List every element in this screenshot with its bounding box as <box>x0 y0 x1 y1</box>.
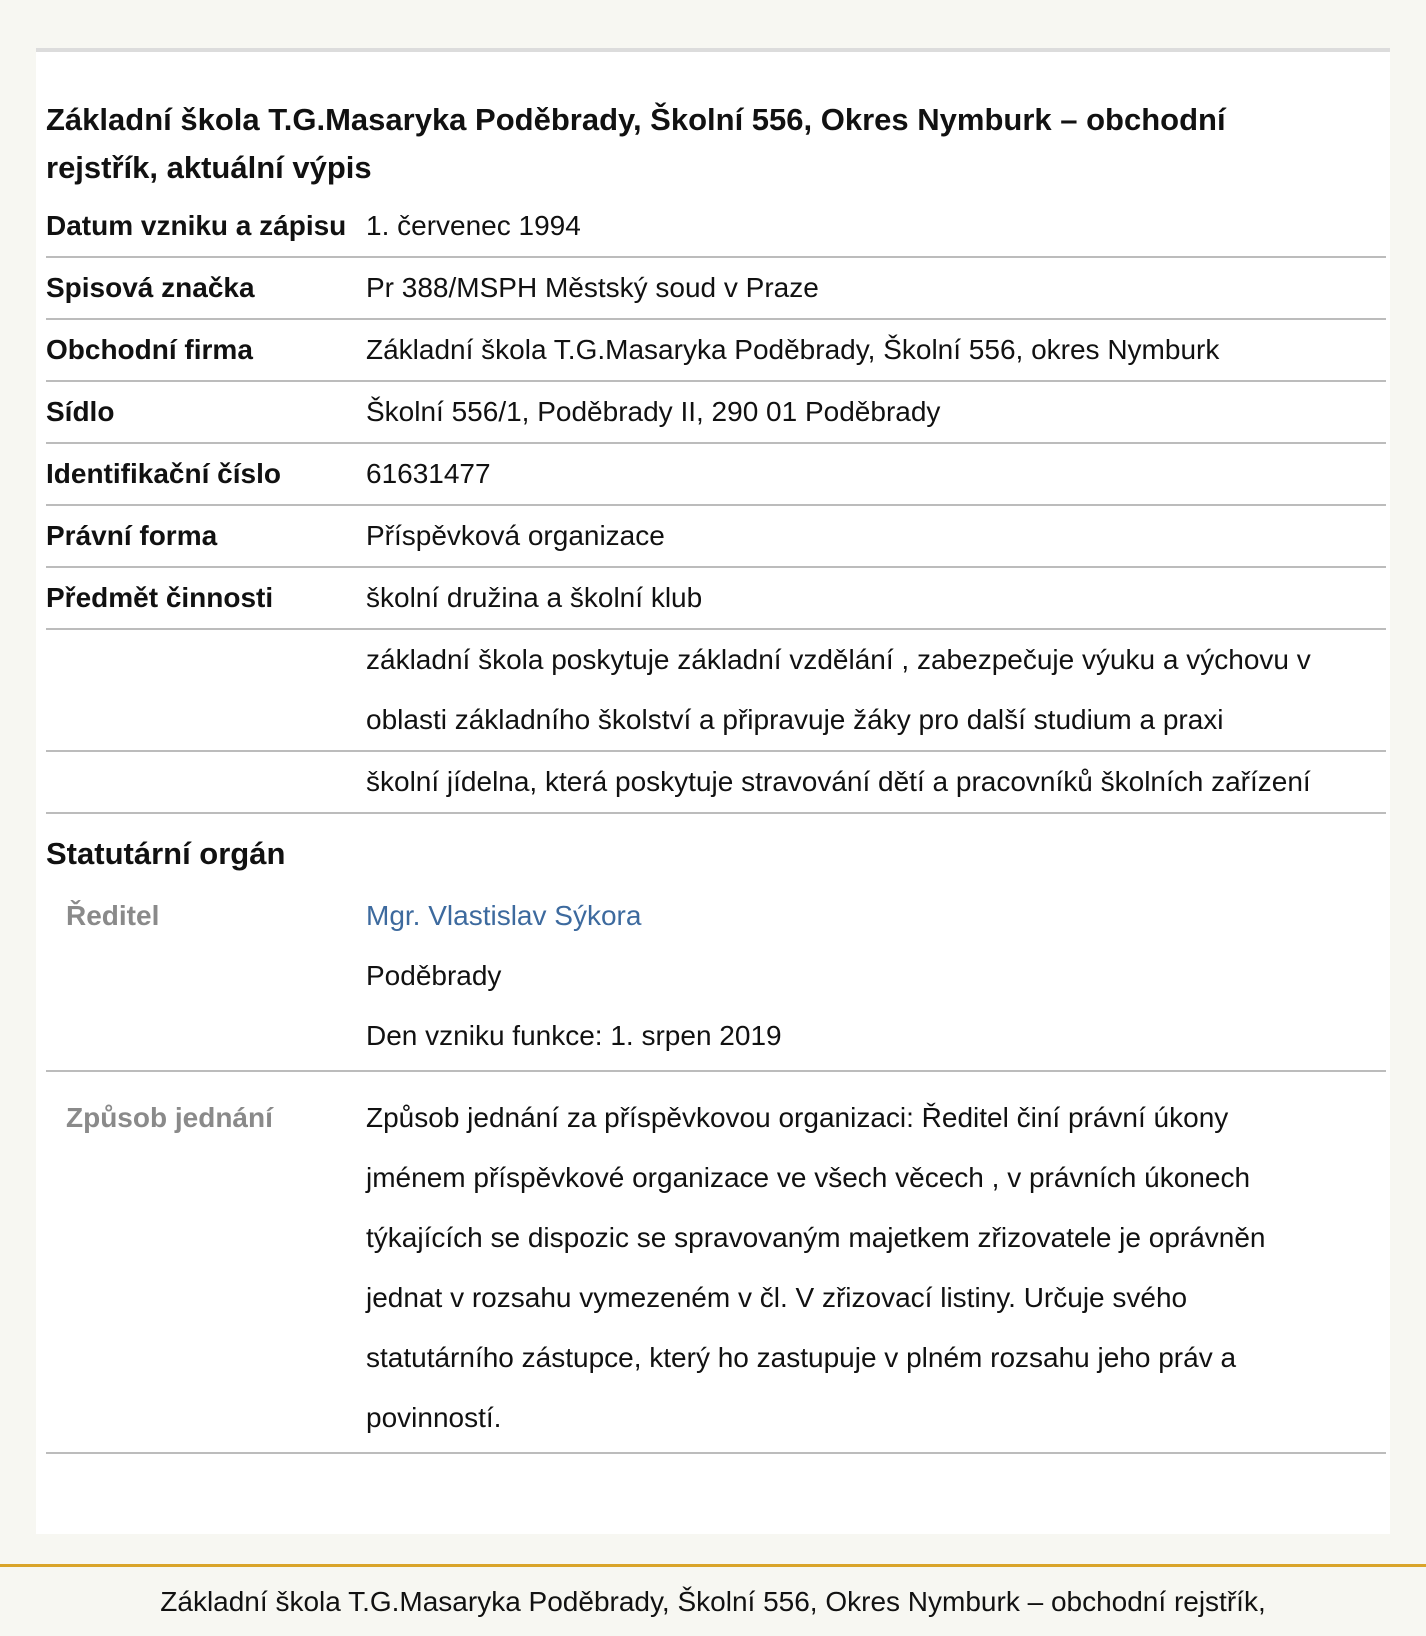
record-row <box>46 506 1386 568</box>
record-value <box>366 196 1386 256</box>
footer-title: Základní škola T.G.Masaryka Poděbrady, Školní 556, Okres Nymburk – obchodní rejstřík, <box>160 1586 1266 1617</box>
record-label: Sídlo <box>46 396 115 427</box>
record-value <box>366 506 1386 566</box>
page-title: Základní škola T.G.Masaryka Poděbrady, Školní 556, Okres Nymburk – obchodní rejstřík, aktuální výpis <box>46 102 1226 185</box>
record-value-line: základní škola poskytuje základní vzdělání , zabezpečuje výuku a výchovu v <box>366 644 1311 675</box>
record-label <box>46 630 366 750</box>
record-label: Právní forma <box>46 520 218 551</box>
record-label: Identifikační číslo <box>46 458 281 489</box>
record-row <box>46 382 1386 444</box>
director-label: Ředitel <box>66 900 160 931</box>
acting-text-line: Způsob jednání za příspěvkovou organizaci: Ředitel činí právní úkony <box>366 1102 1229 1133</box>
record-value-line: Základní škola T.G.Masaryka Poděbrady, Školní 556, okres Nymburk <box>366 334 1220 365</box>
record-value <box>366 568 1386 628</box>
director-row <box>46 886 1386 1072</box>
record-row <box>46 258 1386 320</box>
record-value <box>366 752 1386 812</box>
record-value-line: školní jídelna, která poskytuje stravování dětí a pracovníků školních zařízení <box>366 766 1311 797</box>
record-row <box>46 320 1386 382</box>
record-value <box>366 382 1386 442</box>
record-label <box>46 752 366 812</box>
record-label: Spisová značka <box>46 272 255 303</box>
record-value <box>366 630 1386 750</box>
register-content <box>46 96 1386 1454</box>
acting-text-line: jednat v rozsahu vymezeném v čl. V zřizovací listiny. Určuje svého <box>366 1282 1188 1313</box>
director-details <box>366 886 1386 1066</box>
record-label: Předmět činnosti <box>46 582 274 613</box>
record-label: Obchodní firma <box>46 334 253 365</box>
record-row <box>46 568 1386 630</box>
record-value <box>366 444 1386 504</box>
acting-text-line: povinností. <box>366 1402 502 1433</box>
director-name-link[interactable]: Mgr. Vlastislav Sýkora <box>366 900 642 931</box>
record-value-line: Příspěvková organizace <box>366 520 665 551</box>
acting-text-line: jménem příspěvkové organizace ve všech věcech , v právních úkonech <box>366 1162 1251 1193</box>
statutory-heading: Statutární orgán <box>46 836 286 871</box>
records-table <box>46 196 1386 814</box>
acting-text <box>366 1088 1386 1448</box>
register-card <box>36 48 1390 1534</box>
record-row <box>46 630 1386 752</box>
acting-text-line: týkajících se dispozic se spravovaným majetkem zřizovatele je oprávněn <box>366 1222 1266 1253</box>
acting-label: Způsob jednání <box>66 1102 273 1133</box>
record-row <box>46 444 1386 506</box>
record-row <box>46 752 1386 814</box>
record-value <box>366 320 1386 380</box>
acting-text-line: statutárního zástupce, který ho zastupuje v plném rozsahu jeho práv a <box>366 1342 1237 1373</box>
record-label: Datum vzniku a zápisu <box>46 210 347 241</box>
record-row <box>46 196 1386 258</box>
record-value <box>366 258 1386 318</box>
record-value-line: 1. červenec 1994 <box>366 210 581 241</box>
record-value-line: Školní 556/1, Poděbrady II, 290 01 Poděbrady <box>366 396 941 427</box>
record-value-line: školní družina a školní klub <box>366 582 703 613</box>
director-city: Poděbrady <box>366 960 502 991</box>
director-since: Den vzniku funkce: 1. srpen 2019 <box>366 1020 782 1051</box>
footer-divider <box>0 1564 1426 1567</box>
record-value-line: 61631477 <box>366 458 491 489</box>
record-value-line: Pr 388/MSPH Městský soud v Praze <box>366 272 819 303</box>
acting-row <box>46 1072 1386 1454</box>
record-value-line: oblasti základního školství a připravuje žáky pro další studium a praxi <box>366 704 1224 735</box>
